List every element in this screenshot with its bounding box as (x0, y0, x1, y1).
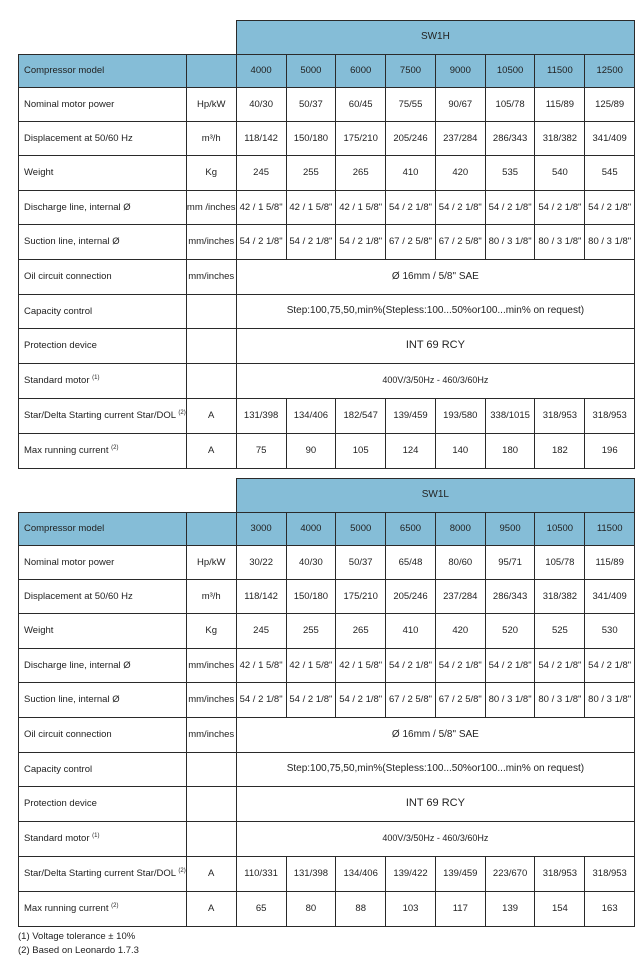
table-row-nominal (19, 88, 635, 122)
value-cell: 80 / 3 1/8" (485, 683, 535, 718)
row-label (19, 892, 187, 927)
footnote-ref: (2) (111, 444, 119, 451)
value-cell: 88 (336, 892, 386, 927)
value-cell: 95/71 (485, 546, 535, 580)
model-cell: 7500 (386, 55, 436, 88)
value-cell: 286/343 (485, 122, 535, 156)
value-cell: 540 (535, 156, 585, 191)
row-label-text: Weight (24, 167, 54, 179)
row-label (19, 753, 187, 787)
value-cell: 525 (535, 614, 585, 649)
spanning-value-cell: Step:100,75,50,min%(Stepless:100...50%or100...min% on request) (236, 753, 634, 787)
spanning-value-cell: 400V/3/50Hz - 460/3/60Hz (236, 822, 634, 857)
value-cell: 54 / 2 1/8" (386, 191, 436, 225)
value-cell: 67 / 2 5/8" (435, 683, 485, 718)
row-label-text: Standard motor (24, 375, 90, 387)
value-cell: 54 / 2 1/8" (236, 683, 286, 718)
value-cell: 54 / 2 1/8" (585, 649, 635, 683)
row-label-text: Max running current (24, 445, 109, 457)
value-cell: 117 (435, 892, 485, 927)
value-cell: 42 / 1 5/8" (236, 649, 286, 683)
table-row-discharge (19, 649, 635, 683)
row-label-text: Displacement at 50/60 Hz (24, 590, 133, 602)
value-cell: 255 (286, 614, 336, 649)
unit-cell: m³/h (186, 122, 236, 156)
model-cell: 12500 (585, 55, 635, 88)
row-label-text: Suction line, internal Ø (24, 236, 120, 248)
value-cell: 80 / 3 1/8" (535, 683, 585, 718)
value-cell: 30/22 (236, 546, 286, 580)
row-label-text: Protection device (24, 340, 97, 352)
value-cell: 255 (286, 156, 336, 191)
value-cell: 154 (535, 892, 585, 927)
value-cell: 140 (435, 434, 485, 469)
row-label (19, 88, 187, 122)
model-cell: 4000 (236, 55, 286, 88)
table-row-oil (19, 260, 635, 295)
value-cell: 80 (286, 892, 336, 927)
table-row-starting (19, 399, 635, 434)
value-cell: 65 (236, 892, 286, 927)
value-cell: 80 / 3 1/8" (485, 225, 535, 260)
unit-cell: mm/inches (186, 260, 236, 295)
value-cell: 90 (286, 434, 336, 469)
model-cell: 4000 (286, 513, 336, 546)
value-cell: 150/180 (286, 122, 336, 156)
model-cell: 3000 (236, 513, 286, 546)
value-cell: 420 (435, 156, 485, 191)
unit-cell (186, 753, 236, 787)
unit-cell (186, 364, 236, 399)
table-row-starting (19, 857, 635, 892)
unit-cell: A (186, 399, 236, 434)
value-cell: 131/398 (286, 857, 336, 892)
unit-cell: mm/inches (186, 718, 236, 753)
row-label (19, 225, 187, 260)
row-label (19, 191, 187, 225)
row-label (19, 122, 187, 156)
value-cell: 118/142 (236, 122, 286, 156)
row-label-text: Weight (24, 625, 54, 637)
model-cell: 9000 (435, 55, 485, 88)
value-cell: 196 (585, 434, 635, 469)
row-label (19, 683, 187, 718)
value-cell: 237/284 (435, 122, 485, 156)
unit-cell: Kg (186, 614, 236, 649)
spanning-value-cell: 400V/3/50Hz - 460/3/60Hz (236, 364, 634, 399)
value-cell: 54 / 2 1/8" (535, 191, 585, 225)
row-label-text: Star/Delta Starting current Star/DOL (24, 410, 176, 422)
unit-cell: mm/inches (186, 225, 236, 260)
value-cell: 134/406 (336, 857, 386, 892)
value-cell: 54 / 2 1/8" (336, 683, 386, 718)
unit-cell (186, 329, 236, 364)
unit-cell (186, 295, 236, 329)
value-cell: 65/48 (386, 546, 436, 580)
value-cell: 410 (386, 156, 436, 191)
row-label (19, 649, 187, 683)
value-cell: 237/284 (435, 580, 485, 614)
row-label (19, 260, 187, 295)
value-cell: 134/406 (286, 399, 336, 434)
table-row-capacity (19, 295, 635, 329)
value-cell: 180 (485, 434, 535, 469)
value-cell: 40/30 (286, 546, 336, 580)
value-cell: 80 / 3 1/8" (585, 225, 635, 260)
value-cell: 545 (585, 156, 635, 191)
model-row (19, 55, 635, 88)
value-cell: 105/78 (535, 546, 585, 580)
row-label-text: Suction line, internal Ø (24, 694, 120, 706)
value-cell: 205/246 (386, 580, 436, 614)
table-row-maxrun (19, 434, 635, 469)
footnote-ref: (2) (111, 902, 119, 909)
value-cell: 182/547 (336, 399, 386, 434)
table-row-protection (19, 787, 635, 822)
value-cell: 80 / 3 1/8" (585, 683, 635, 718)
row-label (19, 434, 187, 469)
footnote-1: (1) Voltage tolerance ± 10% (18, 931, 136, 942)
row-label-text: Oil circuit connection (24, 729, 112, 741)
model-cell: 5000 (286, 55, 336, 88)
value-cell: 110/331 (236, 857, 286, 892)
spanning-value-cell: INT 69 RCY (236, 787, 634, 822)
series-name: SW1L (236, 479, 634, 513)
row-label-text: Nominal motor power (24, 98, 115, 110)
unit-cell (186, 787, 236, 822)
value-cell: 131/398 (236, 399, 286, 434)
row-label (19, 787, 187, 822)
footnote-ref: (2) (178, 409, 186, 416)
value-cell: 265 (336, 614, 386, 649)
value-cell: 80/60 (435, 546, 485, 580)
value-cell: 67 / 2 5/8" (435, 225, 485, 260)
row-label (19, 364, 187, 399)
row-label-text: Protection device (24, 798, 97, 810)
table-row-nominal (19, 546, 635, 580)
value-cell: 105/78 (485, 88, 535, 122)
value-cell: 341/409 (585, 122, 635, 156)
value-cell: 286/343 (485, 580, 535, 614)
model-cell: 6000 (336, 55, 386, 88)
value-cell: 42 / 1 5/8" (336, 649, 386, 683)
row-label (19, 156, 187, 191)
model-row (19, 513, 635, 546)
value-cell: 103 (386, 892, 436, 927)
value-cell: 318/382 (535, 580, 585, 614)
row-label-text: Oil circuit connection (24, 271, 112, 283)
series-header-row (19, 21, 635, 55)
value-cell: 124 (386, 434, 436, 469)
unit-cell: Hp/kW (186, 546, 236, 580)
value-cell: 341/409 (585, 580, 635, 614)
row-label (19, 399, 187, 434)
value-cell: 115/89 (585, 546, 635, 580)
model-cell: 10500 (485, 55, 535, 88)
value-cell: 139/459 (435, 857, 485, 892)
value-cell: 118/142 (236, 580, 286, 614)
value-cell: 193/580 (435, 399, 485, 434)
value-cell: 150/180 (286, 580, 336, 614)
table-row-displacement (19, 122, 635, 156)
row-label (19, 857, 187, 892)
value-cell: 54 / 2 1/8" (485, 191, 535, 225)
value-cell: 105 (336, 434, 386, 469)
value-cell: 50/37 (286, 88, 336, 122)
series-name: SW1H (236, 21, 634, 55)
value-cell: 245 (236, 614, 286, 649)
value-cell: 265 (336, 156, 386, 191)
model-cell: 6500 (386, 513, 436, 546)
value-cell: 54 / 2 1/8" (485, 649, 535, 683)
value-cell: 42 / 1 5/8" (286, 649, 336, 683)
row-label (19, 822, 187, 857)
table-row-displacement (19, 580, 635, 614)
table-row-weight (19, 614, 635, 649)
model-cell: 11500 (585, 513, 635, 546)
value-cell: 90/67 (435, 88, 485, 122)
value-cell: 54 / 2 1/8" (236, 225, 286, 260)
value-cell: 54 / 2 1/8" (336, 225, 386, 260)
unit-cell: Kg (186, 156, 236, 191)
row-label (19, 614, 187, 649)
footnote-ref: (1) (92, 832, 100, 839)
table-row-motor (19, 822, 635, 857)
value-cell: 125/89 (585, 88, 635, 122)
value-cell: 338/1015 (485, 399, 535, 434)
blank-cell (19, 479, 237, 513)
value-cell: 535 (485, 156, 535, 191)
row-label-text: Capacity control (24, 763, 93, 775)
row-label: Compressor model (19, 55, 187, 88)
row-label-text: Nominal motor power (24, 556, 115, 568)
table-row-weight (19, 156, 635, 191)
value-cell: 318/953 (535, 399, 585, 434)
value-cell: 54 / 2 1/8" (435, 649, 485, 683)
row-label (19, 546, 187, 580)
spec-table-sw1l (18, 478, 635, 927)
table-row-protection (19, 329, 635, 364)
value-cell: 139/459 (386, 399, 436, 434)
value-cell: 54 / 2 1/8" (386, 649, 436, 683)
table-row-discharge (19, 191, 635, 225)
model-cell: 10500 (535, 513, 585, 546)
unit-cell (186, 822, 236, 857)
unit-cell (186, 513, 236, 546)
row-label-text: Discharge line, internal Ø (24, 659, 131, 671)
value-cell: 318/953 (585, 399, 635, 434)
blank-cell (19, 21, 237, 55)
table-row-maxrun (19, 892, 635, 927)
row-label (19, 329, 187, 364)
row-label-text: Discharge line, internal Ø (24, 201, 131, 213)
row-label (19, 295, 187, 329)
unit-cell: A (186, 892, 236, 927)
value-cell: 54 / 2 1/8" (535, 649, 585, 683)
value-cell: 42 / 1 5/8" (336, 191, 386, 225)
footnotes (18, 930, 139, 958)
table-row-suction (19, 225, 635, 260)
table-row-oil (19, 718, 635, 753)
value-cell: 245 (236, 156, 286, 191)
value-cell: 40/30 (236, 88, 286, 122)
unit-cell: m³/h (186, 580, 236, 614)
value-cell: 75 (236, 434, 286, 469)
spanning-value-cell: Ø 16mm / 5/8" SAE (236, 260, 634, 295)
value-cell: 67 / 2 5/8" (386, 225, 436, 260)
row-label (19, 580, 187, 614)
spec-table-sw1h (18, 20, 635, 469)
unit-cell: mm/inches (186, 649, 236, 683)
value-cell: 318/382 (535, 122, 585, 156)
value-cell: 54 / 2 1/8" (435, 191, 485, 225)
value-cell: 520 (485, 614, 535, 649)
row-label-text: Displacement at 50/60 Hz (24, 132, 133, 144)
model-cell: 11500 (535, 55, 585, 88)
value-cell: 410 (386, 614, 436, 649)
value-cell: 318/953 (585, 857, 635, 892)
footnote-ref: (1) (92, 374, 100, 381)
value-cell: 175/210 (336, 122, 386, 156)
value-cell: 50/37 (336, 546, 386, 580)
value-cell: 205/246 (386, 122, 436, 156)
footnote-2: (2) Based on Leonardo 1.7.3 (18, 945, 139, 956)
value-cell: 223/670 (485, 857, 535, 892)
model-cell: 9500 (485, 513, 535, 546)
value-cell: 42 / 1 5/8" (286, 191, 336, 225)
spanning-value-cell: Step:100,75,50,min%(Stepless:100...50%or100...min% on request) (236, 295, 634, 329)
value-cell: 80 / 3 1/8" (535, 225, 585, 260)
spanning-value-cell: INT 69 RCY (236, 329, 634, 364)
table-row-motor (19, 364, 635, 399)
unit-cell: mm/inches (186, 683, 236, 718)
table-row-capacity (19, 753, 635, 787)
model-cell: 5000 (336, 513, 386, 546)
row-label-text: Standard motor (24, 833, 90, 845)
unit-cell: mm /inches (186, 191, 236, 225)
value-cell: 42 / 1 5/8" (236, 191, 286, 225)
value-cell: 318/953 (535, 857, 585, 892)
value-cell: 115/89 (535, 88, 585, 122)
value-cell: 182 (535, 434, 585, 469)
value-cell: 163 (585, 892, 635, 927)
unit-cell: Hp/kW (186, 88, 236, 122)
value-cell: 54 / 2 1/8" (585, 191, 635, 225)
value-cell: 530 (585, 614, 635, 649)
value-cell: 54 / 2 1/8" (286, 225, 336, 260)
unit-cell (186, 55, 236, 88)
row-label-text: Star/Delta Starting current Star/DOL (24, 868, 176, 880)
row-label-text: Max running current (24, 903, 109, 915)
value-cell: 75/55 (386, 88, 436, 122)
spanning-value-cell: Ø 16mm / 5/8" SAE (236, 718, 634, 753)
value-cell: 67 / 2 5/8" (386, 683, 436, 718)
value-cell: 60/45 (336, 88, 386, 122)
footnote-ref: (2) (178, 867, 186, 874)
row-label: Compressor model (19, 513, 187, 546)
value-cell: 139/422 (386, 857, 436, 892)
unit-cell: A (186, 857, 236, 892)
model-cell: 8000 (435, 513, 485, 546)
table-row-suction (19, 683, 635, 718)
value-cell: 420 (435, 614, 485, 649)
unit-cell: A (186, 434, 236, 469)
row-label-text: Capacity control (24, 305, 93, 317)
series-header-row (19, 479, 635, 513)
value-cell: 175/210 (336, 580, 386, 614)
value-cell: 54 / 2 1/8" (286, 683, 336, 718)
row-label (19, 718, 187, 753)
value-cell: 139 (485, 892, 535, 927)
